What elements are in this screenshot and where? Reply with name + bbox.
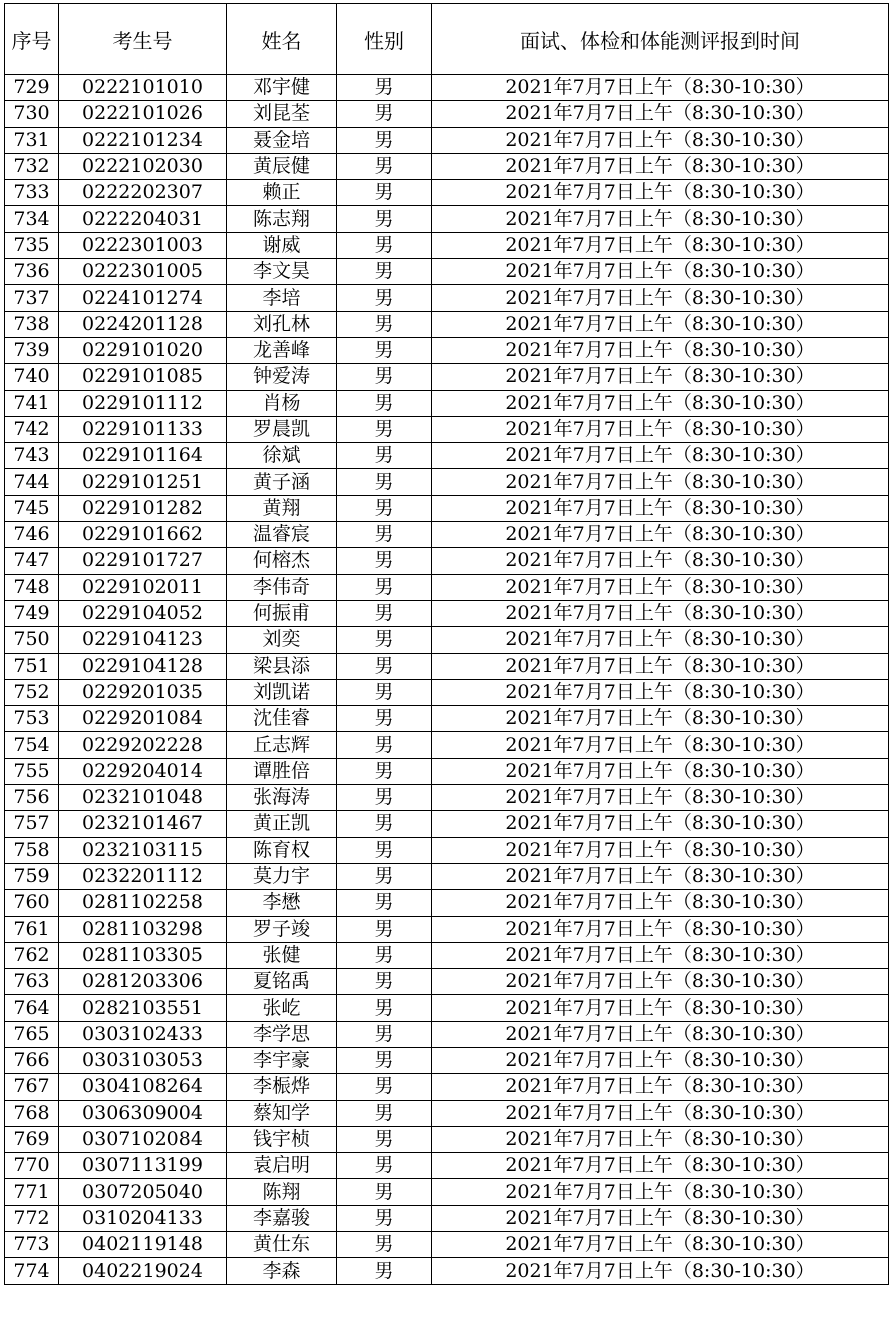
cell-gender: 男 [337,180,432,206]
cell-exam-id: 0281102258 [59,890,227,916]
cell-exam-id: 0222101234 [59,127,227,153]
cell-exam-id: 0229202228 [59,732,227,758]
cell-report-time: 2021年7月7日上午（8:30-10:30） [432,995,889,1021]
cell-report-time: 2021年7月7日上午（8:30-10:30） [432,127,889,153]
cell-name: 刘孔林 [227,311,337,337]
cell-gender: 男 [337,259,432,285]
cell-name: 张海涛 [227,785,337,811]
table-row [5,495,889,521]
cell-exam-id: 0282103551 [59,995,227,1021]
cell-report-time: 2021年7月7日上午（8:30-10:30） [432,1258,889,1284]
cell-name: 邓宇健 [227,75,337,101]
cell-seq: 764 [5,995,59,1021]
cell-seq: 730 [5,101,59,127]
table-row [5,522,889,548]
cell-gender: 男 [337,1258,432,1284]
table-row [5,337,889,363]
cell-gender: 男 [337,206,432,232]
cell-name: 张屹 [227,995,337,1021]
cell-seq: 759 [5,863,59,889]
cell-gender: 男 [337,337,432,363]
cell-name: 陈志翔 [227,206,337,232]
cell-report-time: 2021年7月7日上午（8:30-10:30） [432,469,889,495]
cell-name: 李文昊 [227,259,337,285]
cell-name: 莫力宇 [227,863,337,889]
cell-seq: 766 [5,1047,59,1073]
cell-seq: 733 [5,180,59,206]
cell-report-time: 2021年7月7日上午（8:30-10:30） [432,206,889,232]
cell-exam-id: 0303102433 [59,1021,227,1047]
cell-report-time: 2021年7月7日上午（8:30-10:30） [432,75,889,101]
cell-report-time: 2021年7月7日上午（8:30-10:30） [432,285,889,311]
table-row [5,942,889,968]
cell-name: 聂金培 [227,127,337,153]
cell-name: 陈翔 [227,1179,337,1205]
cell-seq: 736 [5,259,59,285]
cell-report-time: 2021年7月7日上午（8:30-10:30） [432,627,889,653]
cell-exam-id: 0307205040 [59,1179,227,1205]
cell-report-time: 2021年7月7日上午（8:30-10:30） [432,1021,889,1047]
cell-seq: 757 [5,811,59,837]
cell-exam-id: 0310204133 [59,1205,227,1231]
table-row [5,890,889,916]
cell-report-time: 2021年7月7日上午（8:30-10:30） [432,653,889,679]
cell-name: 李懋 [227,890,337,916]
table-row [5,259,889,285]
cell-seq: 762 [5,942,59,968]
cell-name: 李嘉骏 [227,1205,337,1231]
cell-exam-id: 0229104128 [59,653,227,679]
cell-name: 龙善峰 [227,337,337,363]
cell-gender: 男 [337,1074,432,1100]
cell-seq: 744 [5,469,59,495]
cell-name: 李培 [227,285,337,311]
cell-name: 袁启明 [227,1153,337,1179]
table-row [5,127,889,153]
cell-seq: 770 [5,1153,59,1179]
cell-exam-id: 0229101251 [59,469,227,495]
cell-exam-id: 0224201128 [59,311,227,337]
cell-name: 李学思 [227,1021,337,1047]
table-row [5,995,889,1021]
table-row [5,1232,889,1258]
cell-report-time: 2021年7月7日上午（8:30-10:30） [432,416,889,442]
cell-gender: 男 [337,758,432,784]
cell-name: 何榕杰 [227,548,337,574]
cell-seq: 745 [5,495,59,521]
cell-seq: 772 [5,1205,59,1231]
cell-seq: 760 [5,890,59,916]
cell-seq: 774 [5,1258,59,1284]
cell-report-time: 2021年7月7日上午（8:30-10:30） [432,732,889,758]
table-row [5,1258,889,1284]
cell-seq: 735 [5,232,59,258]
cell-exam-id: 0222101010 [59,75,227,101]
table-row [5,1153,889,1179]
cell-name: 黄仕东 [227,1232,337,1258]
cell-report-time: 2021年7月7日上午（8:30-10:30） [432,600,889,626]
cell-name: 徐斌 [227,443,337,469]
table-row [5,837,889,863]
cell-gender: 男 [337,627,432,653]
cell-seq: 747 [5,548,59,574]
cell-report-time: 2021年7月7日上午（8:30-10:30） [432,1074,889,1100]
table-row [5,416,889,442]
table-row [5,1179,889,1205]
cell-exam-id: 0222102030 [59,153,227,179]
cell-exam-id: 0229101727 [59,548,227,574]
table-row [5,153,889,179]
cell-report-time: 2021年7月7日上午（8:30-10:30） [432,1179,889,1205]
cell-exam-id: 0229101020 [59,337,227,363]
table-row [5,600,889,626]
cell-report-time: 2021年7月7日上午（8:30-10:30） [432,101,889,127]
cell-gender: 男 [337,1205,432,1231]
table-row [5,758,889,784]
table-row [5,627,889,653]
cell-report-time: 2021年7月7日上午（8:30-10:30） [432,1126,889,1152]
table-row [5,706,889,732]
cell-gender: 男 [337,995,432,1021]
cell-exam-id: 0229204014 [59,758,227,784]
cell-gender: 男 [337,75,432,101]
cell-exam-id: 0229101282 [59,495,227,521]
cell-report-time: 2021年7月7日上午（8:30-10:30） [432,1153,889,1179]
cell-gender: 男 [337,1153,432,1179]
cell-exam-id: 0229101164 [59,443,227,469]
cell-name: 黄翔 [227,495,337,521]
table-row [5,364,889,390]
cell-exam-id: 0222301005 [59,259,227,285]
cell-name: 刘凯诺 [227,679,337,705]
cell-name: 梁县添 [227,653,337,679]
cell-report-time: 2021年7月7日上午（8:30-10:30） [432,337,889,363]
cell-exam-id: 0232103115 [59,837,227,863]
cell-gender: 男 [337,679,432,705]
cell-gender: 男 [337,732,432,758]
cell-seq: 739 [5,337,59,363]
cell-report-time: 2021年7月7日上午（8:30-10:30） [432,785,889,811]
cell-report-time: 2021年7月7日上午（8:30-10:30） [432,890,889,916]
cell-report-time: 2021年7月7日上午（8:30-10:30） [432,969,889,995]
cell-name: 丘志辉 [227,732,337,758]
cell-seq: 746 [5,522,59,548]
cell-exam-id: 0229104052 [59,600,227,626]
header-gender: 性别 [337,4,432,75]
cell-report-time: 2021年7月7日上午（8:30-10:30） [432,679,889,705]
cell-exam-id: 0229201035 [59,679,227,705]
cell-gender: 男 [337,1021,432,1047]
table-row [5,1100,889,1126]
table-row [5,390,889,416]
cell-seq: 756 [5,785,59,811]
cell-name: 沈佳睿 [227,706,337,732]
cell-report-time: 2021年7月7日上午（8:30-10:30） [432,259,889,285]
header-report-time: 面试、体检和体能测评报到时间 [432,4,889,75]
cell-exam-id: 0229101662 [59,522,227,548]
cell-exam-id: 0402119148 [59,1232,227,1258]
cell-seq: 765 [5,1021,59,1047]
cell-report-time: 2021年7月7日上午（8:30-10:30） [432,364,889,390]
table-row [5,863,889,889]
cell-name: 刘昆荃 [227,101,337,127]
cell-seq: 750 [5,627,59,653]
cell-report-time: 2021年7月7日上午（8:30-10:30） [432,390,889,416]
cell-report-time: 2021年7月7日上午（8:30-10:30） [432,837,889,863]
cell-gender: 男 [337,127,432,153]
table-row [5,548,889,574]
table-row [5,1205,889,1231]
cell-seq: 768 [5,1100,59,1126]
table-row [5,311,889,337]
table-row [5,679,889,705]
cell-name: 李宇豪 [227,1047,337,1073]
cell-gender: 男 [337,1126,432,1152]
cell-name: 罗子竣 [227,916,337,942]
table-row [5,574,889,600]
cell-seq: 737 [5,285,59,311]
cell-name: 谢威 [227,232,337,258]
cell-exam-id: 0222204031 [59,206,227,232]
cell-report-time: 2021年7月7日上午（8:30-10:30） [432,495,889,521]
cell-report-time: 2021年7月7日上午（8:30-10:30） [432,548,889,574]
table-row [5,1126,889,1152]
cell-gender: 男 [337,1100,432,1126]
cell-gender: 男 [337,285,432,311]
cell-exam-id: 0229101133 [59,416,227,442]
header-seq: 序号 [5,4,59,75]
cell-seq: 729 [5,75,59,101]
cell-exam-id: 0402219024 [59,1258,227,1284]
cell-gender: 男 [337,863,432,889]
cell-report-time: 2021年7月7日上午（8:30-10:30） [432,811,889,837]
table-row [5,916,889,942]
cell-report-time: 2021年7月7日上午（8:30-10:30） [432,232,889,258]
cell-exam-id: 0229101085 [59,364,227,390]
cell-gender: 男 [337,443,432,469]
cell-name: 刘奕 [227,627,337,653]
cell-seq: 761 [5,916,59,942]
candidate-table [4,3,889,1285]
cell-exam-id: 0304108264 [59,1074,227,1100]
cell-gender: 男 [337,811,432,837]
cell-gender: 男 [337,416,432,442]
cell-seq: 769 [5,1126,59,1152]
cell-seq: 743 [5,443,59,469]
cell-exam-id: 0232201112 [59,863,227,889]
cell-exam-id: 0281103298 [59,916,227,942]
cell-seq: 751 [5,653,59,679]
cell-gender: 男 [337,653,432,679]
cell-report-time: 2021年7月7日上午（8:30-10:30） [432,311,889,337]
cell-name: 张健 [227,942,337,968]
table-header [5,4,889,75]
cell-name: 黄辰健 [227,153,337,179]
cell-seq: 771 [5,1179,59,1205]
cell-gender: 男 [337,390,432,416]
cell-gender: 男 [337,574,432,600]
cell-gender: 男 [337,1179,432,1205]
cell-name: 黄子涵 [227,469,337,495]
cell-report-time: 2021年7月7日上午（8:30-10:30） [432,522,889,548]
table-row [5,1021,889,1047]
cell-name: 陈育权 [227,837,337,863]
cell-name: 李桭烨 [227,1074,337,1100]
table-row [5,1074,889,1100]
cell-exam-id: 0229102011 [59,574,227,600]
cell-seq: 767 [5,1074,59,1100]
cell-gender: 男 [337,364,432,390]
cell-report-time: 2021年7月7日上午（8:30-10:30） [432,1232,889,1258]
cell-exam-id: 0307113199 [59,1153,227,1179]
cell-report-time: 2021年7月7日上午（8:30-10:30） [432,863,889,889]
cell-seq: 742 [5,416,59,442]
cell-exam-id: 0222202307 [59,180,227,206]
cell-report-time: 2021年7月7日上午（8:30-10:30） [432,1047,889,1073]
cell-exam-id: 0224101274 [59,285,227,311]
cell-gender: 男 [337,916,432,942]
cell-name: 罗晨凯 [227,416,337,442]
cell-exam-id: 0222301003 [59,232,227,258]
table-row [5,206,889,232]
cell-report-time: 2021年7月7日上午（8:30-10:30） [432,916,889,942]
cell-seq: 740 [5,364,59,390]
table-row [5,785,889,811]
cell-gender: 男 [337,837,432,863]
cell-seq: 734 [5,206,59,232]
cell-gender: 男 [337,1047,432,1073]
cell-exam-id: 0306309004 [59,1100,227,1126]
table-row [5,232,889,258]
cell-exam-id: 0222101026 [59,101,227,127]
cell-report-time: 2021年7月7日上午（8:30-10:30） [432,758,889,784]
cell-exam-id: 0229201084 [59,706,227,732]
table-row [5,811,889,837]
cell-exam-id: 0229104123 [59,627,227,653]
cell-gender: 男 [337,706,432,732]
cell-seq: 755 [5,758,59,784]
cell-name: 温睿宸 [227,522,337,548]
cell-name: 赖正 [227,180,337,206]
cell-report-time: 2021年7月7日上午（8:30-10:30） [432,1205,889,1231]
cell-seq: 748 [5,574,59,600]
table-row [5,469,889,495]
cell-exam-id: 0303103053 [59,1047,227,1073]
cell-name: 钟爱涛 [227,364,337,390]
cell-name: 肖杨 [227,390,337,416]
table-row [5,1047,889,1073]
cell-report-time: 2021年7月7日上午（8:30-10:30） [432,942,889,968]
header-name: 姓名 [227,4,337,75]
cell-gender: 男 [337,969,432,995]
cell-report-time: 2021年7月7日上午（8:30-10:30） [432,443,889,469]
cell-name: 谭胜倍 [227,758,337,784]
cell-exam-id: 0307102084 [59,1126,227,1152]
cell-gender: 男 [337,942,432,968]
cell-exam-id: 0281203306 [59,969,227,995]
cell-seq: 738 [5,311,59,337]
cell-seq: 754 [5,732,59,758]
cell-gender: 男 [337,495,432,521]
cell-seq: 763 [5,969,59,995]
cell-seq: 749 [5,600,59,626]
cell-gender: 男 [337,548,432,574]
cell-name: 夏铭禹 [227,969,337,995]
cell-name: 黄正凯 [227,811,337,837]
cell-name: 李伟奇 [227,574,337,600]
cell-report-time: 2021年7月7日上午（8:30-10:30） [432,706,889,732]
table-row [5,101,889,127]
cell-gender: 男 [337,522,432,548]
cell-name: 蔡知学 [227,1100,337,1126]
cell-name: 钱宇桢 [227,1126,337,1152]
cell-seq: 758 [5,837,59,863]
cell-gender: 男 [337,890,432,916]
cell-gender: 男 [337,153,432,179]
header-row [5,4,889,75]
cell-exam-id: 0229101112 [59,390,227,416]
cell-seq: 753 [5,706,59,732]
cell-report-time: 2021年7月7日上午（8:30-10:30） [432,180,889,206]
table-row [5,75,889,101]
table-body [5,75,889,1285]
cell-gender: 男 [337,101,432,127]
header-exam-id: 考生号 [59,4,227,75]
cell-name: 李森 [227,1258,337,1284]
cell-gender: 男 [337,469,432,495]
cell-gender: 男 [337,785,432,811]
cell-seq: 752 [5,679,59,705]
table-row [5,653,889,679]
cell-report-time: 2021年7月7日上午（8:30-10:30） [432,1100,889,1126]
table-row [5,180,889,206]
cell-seq: 773 [5,1232,59,1258]
cell-gender: 男 [337,1232,432,1258]
cell-report-time: 2021年7月7日上午（8:30-10:30） [432,153,889,179]
table-row [5,443,889,469]
cell-exam-id: 0232101048 [59,785,227,811]
cell-gender: 男 [337,232,432,258]
cell-seq: 732 [5,153,59,179]
cell-exam-id: 0232101467 [59,811,227,837]
cell-name: 何振甫 [227,600,337,626]
table-row [5,732,889,758]
table-row [5,285,889,311]
cell-seq: 731 [5,127,59,153]
cell-seq: 741 [5,390,59,416]
cell-report-time: 2021年7月7日上午（8:30-10:30） [432,574,889,600]
cell-gender: 男 [337,311,432,337]
cell-gender: 男 [337,600,432,626]
table-row [5,969,889,995]
cell-exam-id: 0281103305 [59,942,227,968]
